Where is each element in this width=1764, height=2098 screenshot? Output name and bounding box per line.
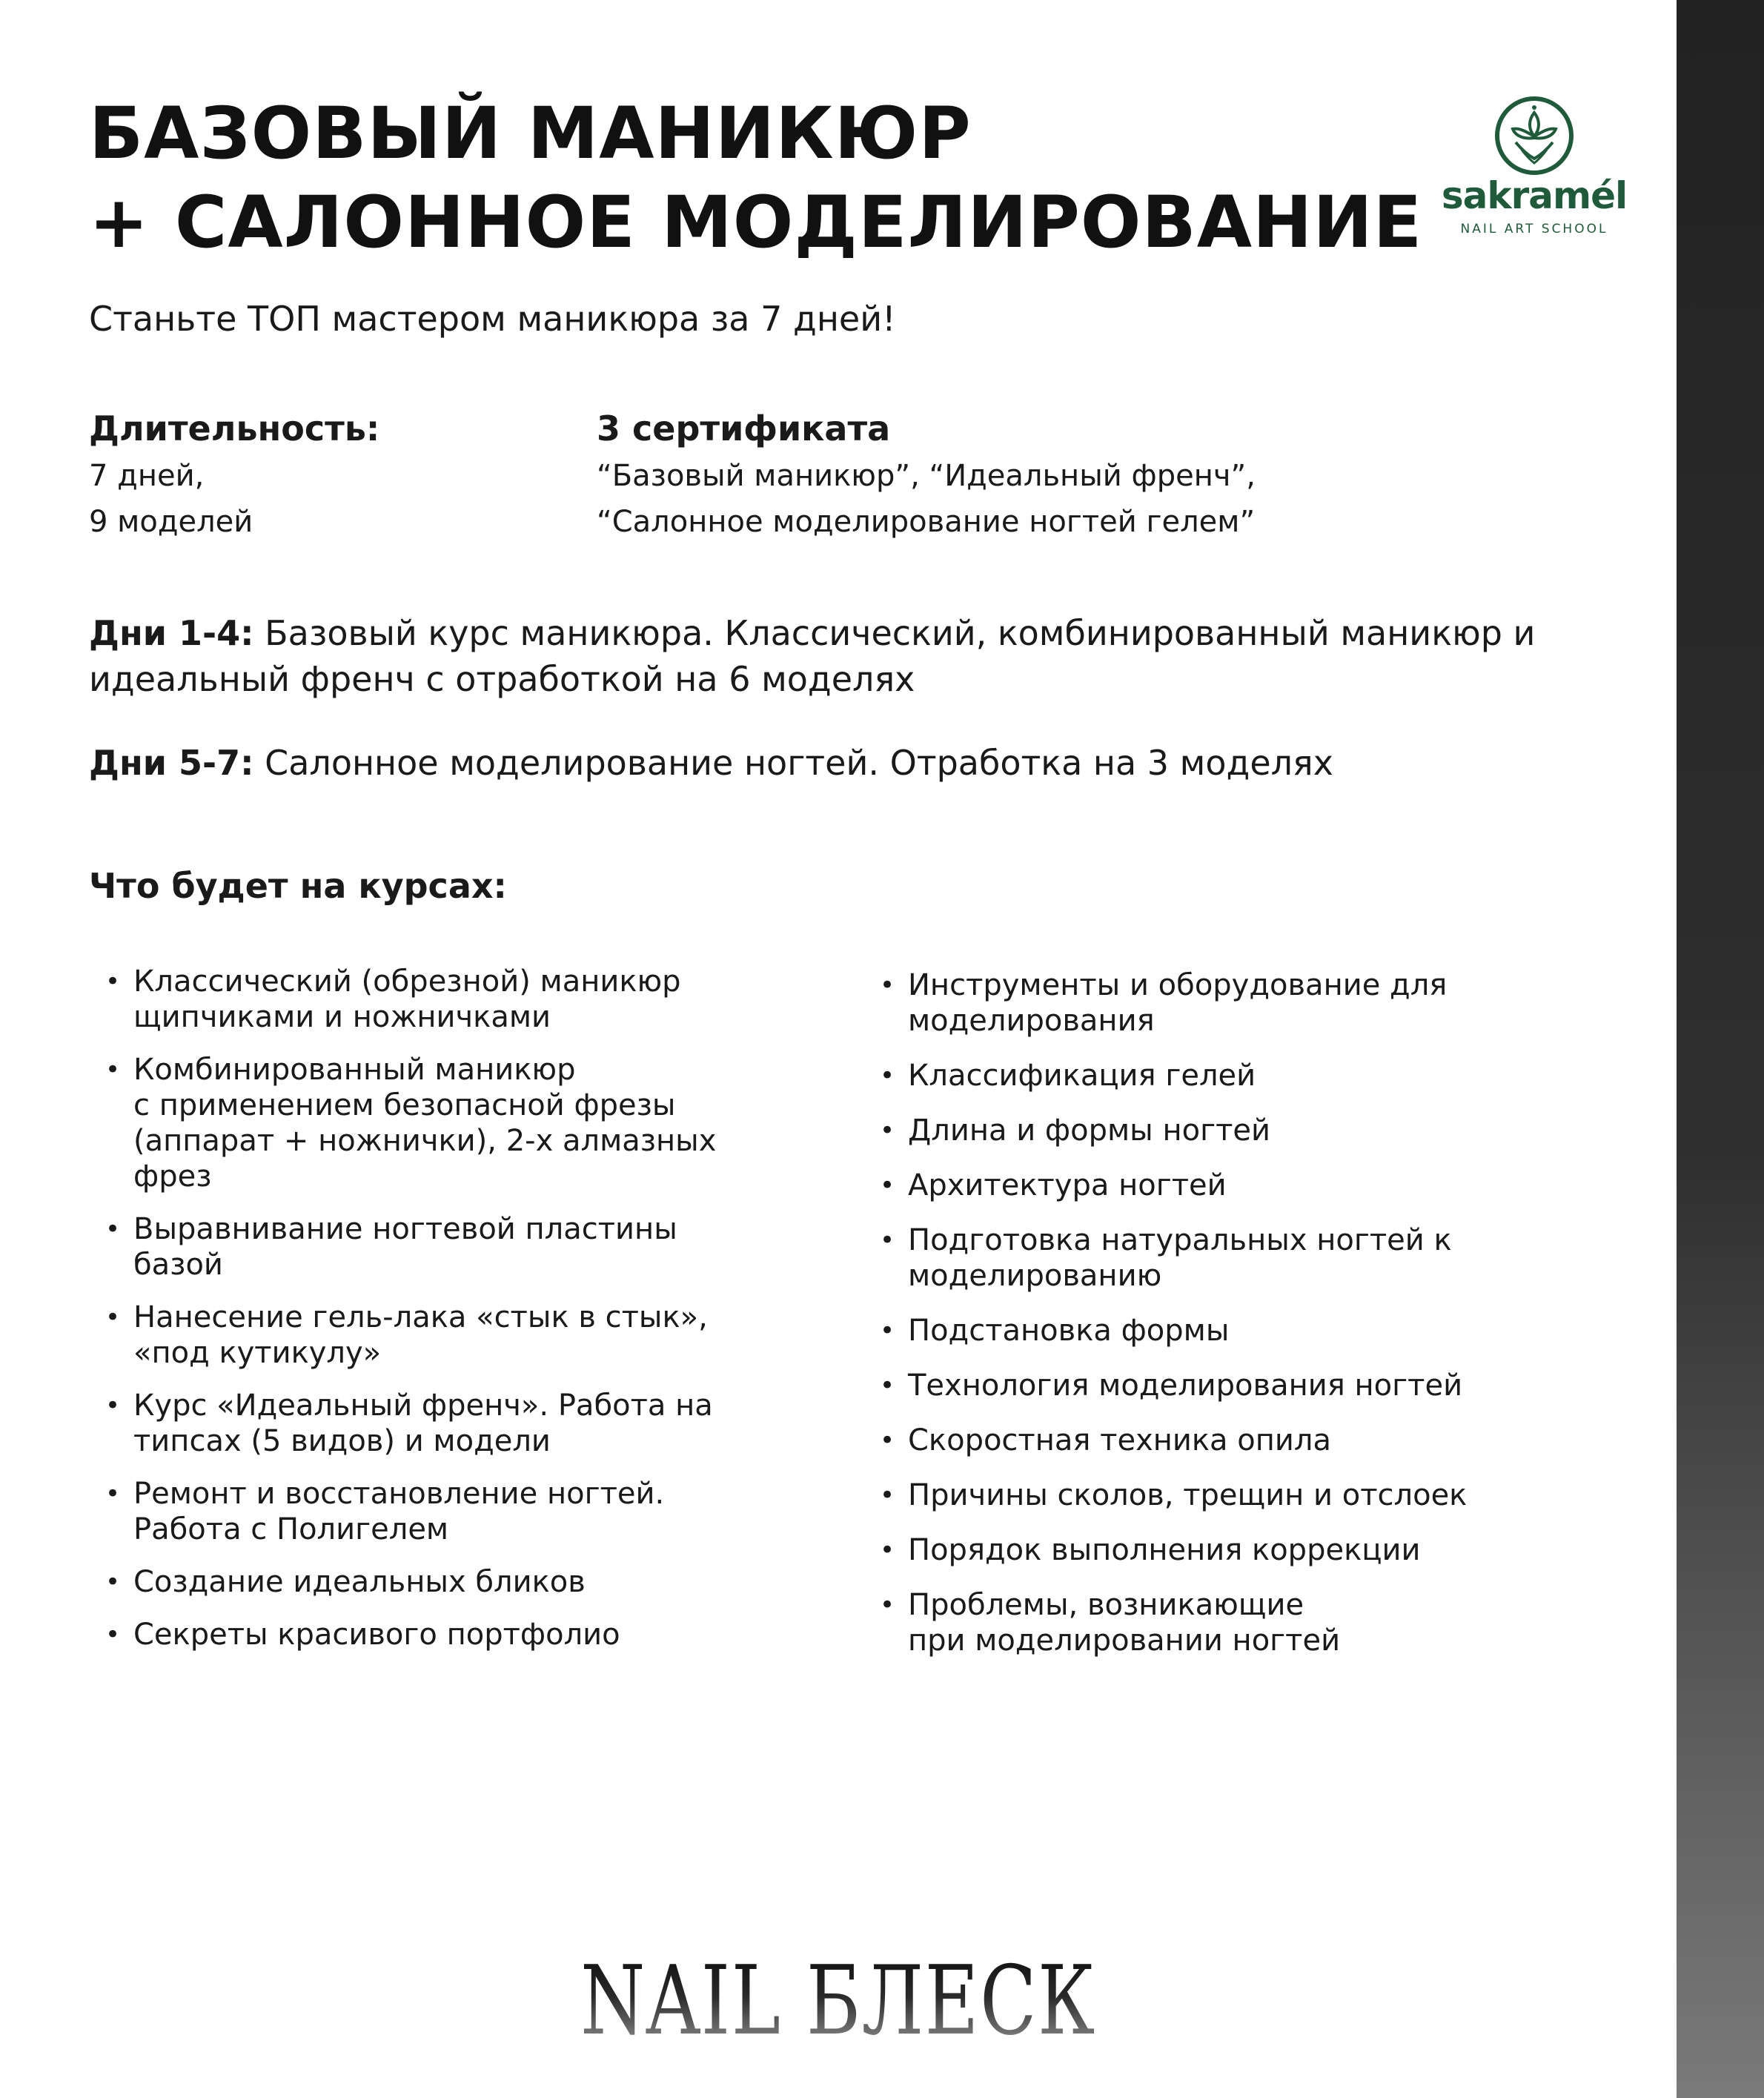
list-item-line: Длина и формы ногтей: [908, 1113, 1270, 1148]
list-item-line: щипчиками и ножничками: [133, 1000, 551, 1034]
side-band: [1677, 0, 1764, 2098]
list-item: [863, 1222, 1605, 1294]
bullet-icon: •: [105, 1214, 121, 1244]
list-item-line: Архитектура ногтей: [908, 1168, 1227, 1202]
list-item-line: Подстановка формы: [908, 1314, 1230, 1348]
bullet-icon: •: [880, 1371, 895, 1400]
list-item: [89, 1617, 800, 1652]
list-item: [89, 964, 800, 1035]
list-item-line: Выравнивание ногтевой пластины: [133, 1212, 677, 1246]
list-item-line: Создание идеальных бликов: [133, 1565, 586, 1599]
list-item-line: с применением безопасной фрезы: [133, 1088, 676, 1122]
days-label: Дни 1-4:: [89, 613, 254, 653]
days-text: Салонное моделирование ногтей. Отработка на 3 моделях: [253, 743, 1333, 783]
duration-line: 7 дней,: [89, 459, 205, 493]
bullet-icon: •: [880, 970, 895, 1000]
days-label: Дни 5-7:: [89, 743, 254, 783]
title-line-2: + САЛОННОЕ МОДЕЛИРОВАНИЕ: [89, 181, 1423, 264]
certificates-label: 3 сертификата: [597, 408, 891, 449]
page-title: [89, 89, 1422, 267]
list-item-line: Нанесение гель-лака «стык в стык»,: [133, 1300, 708, 1334]
list-item-line: моделирования: [908, 1004, 1155, 1038]
list-item: [89, 1388, 800, 1459]
bullet-icon: •: [880, 1316, 895, 1346]
list-item: [863, 1368, 1605, 1403]
certificate-line: “Базовый маникюр”, “Идеальный френч”,: [597, 459, 1256, 493]
bullet-icon: •: [105, 967, 121, 996]
days-5-7-paragraph: [89, 740, 1616, 786]
certificates-block: [597, 404, 1256, 545]
list-item-line: типсах (5 видов) и модели: [133, 1424, 551, 1458]
list-item: [863, 967, 1605, 1039]
bullet-icon: •: [880, 1480, 895, 1510]
title-line-1: БАЗОВЫЙ МАНИКЮР: [89, 92, 972, 175]
bullet-icon: •: [105, 1391, 121, 1420]
list-item-line: Секреты красивого портфолио: [133, 1618, 620, 1652]
certificate-line: “Салонное моделирование ногтей гелем”: [597, 505, 1256, 539]
list-item-line: при моделировании ногтей: [908, 1624, 1341, 1658]
list-item-line: Курс «Идеальный френч». Работа на: [133, 1389, 713, 1423]
list-item: [863, 1477, 1605, 1513]
lotus-hands-icon: [1493, 95, 1575, 176]
list-item: [863, 1587, 1605, 1658]
school-logo: [1423, 95, 1645, 243]
list-item-line: моделированию: [908, 1259, 1162, 1293]
list-item-line: Работа с Полигелем: [133, 1512, 449, 1546]
bullet-icon: •: [105, 1567, 121, 1597]
bullet-icon: •: [105, 1303, 121, 1332]
list-item: [863, 1532, 1605, 1568]
list-item-line: Подготовка натуральных ногтей к: [908, 1223, 1452, 1257]
list-item: [89, 1476, 800, 1547]
list-item: [89, 1211, 800, 1283]
list-item: [89, 1564, 800, 1600]
bullet-icon: •: [880, 1590, 895, 1620]
list-item-line: Причины сколов, трещин и отслоек: [908, 1478, 1468, 1512]
bullet-icon: •: [880, 1535, 895, 1565]
list-item: [863, 1058, 1605, 1093]
duration-label: Длительность:: [89, 408, 380, 449]
list-item-line: Ремонт и восстановление ногтей.: [133, 1477, 665, 1511]
list-item-line: базой: [133, 1248, 223, 1282]
days-1-4-paragraph: [89, 610, 1616, 702]
duration-line: 9 моделей: [89, 505, 253, 539]
list-item-line: Инструменты и оборудование для: [908, 968, 1448, 1002]
list-item: [89, 1052, 800, 1194]
list-item-line: Классический (обрезной) маникюр: [133, 964, 681, 999]
list-item-line: Технология моделирования ногтей: [908, 1369, 1463, 1403]
program-heading: Что будет на курсах:: [89, 866, 507, 906]
list-item-line: «под кутикулу»: [133, 1336, 382, 1370]
bullet-icon: •: [105, 1620, 121, 1649]
bullet-icon: •: [880, 1225, 895, 1255]
logo-name: sakramél: [1441, 174, 1628, 217]
list-item-line: Проблемы, возникающие: [908, 1588, 1304, 1622]
list-item-line: Порядок выполнения коррекции: [908, 1533, 1421, 1567]
bullet-icon: •: [880, 1426, 895, 1455]
list-item-line: Комбинированный маникюр: [133, 1053, 576, 1087]
bullet-icon: •: [105, 1055, 121, 1085]
list-item-line: Скоростная техника опила: [908, 1423, 1331, 1457]
program-list-left: [89, 964, 800, 1670]
bullet-icon: •: [880, 1061, 895, 1091]
bullet-icon: •: [105, 1479, 121, 1509]
subtitle: Станьте ТОП мастером маникюра за 7 дней!: [89, 299, 896, 339]
list-item-line: Классификация гелей: [908, 1059, 1256, 1093]
bullet-icon: •: [880, 1116, 895, 1145]
list-item-line: фрез: [133, 1159, 212, 1194]
footer-brand: NAIL БЛЕСК: [185, 1950, 1492, 2054]
list-item-line: (аппарат + ножнички), 2-х алмазных: [133, 1124, 717, 1158]
list-item: [863, 1313, 1605, 1349]
logo-tagline: NAIL ART SCHOOL: [1460, 222, 1608, 236]
list-item: [863, 1113, 1605, 1148]
bullet-icon: •: [880, 1171, 895, 1200]
days-text: Базовый курс маникюра. Классический, комбинированный маникюр и идеальный френч с отработкой на 6 моделях: [89, 613, 1536, 699]
duration-block: [89, 404, 379, 545]
list-item: [863, 1423, 1605, 1458]
list-item: [863, 1168, 1605, 1203]
list-item: [89, 1300, 800, 1371]
program-list-right: [863, 967, 1605, 1678]
